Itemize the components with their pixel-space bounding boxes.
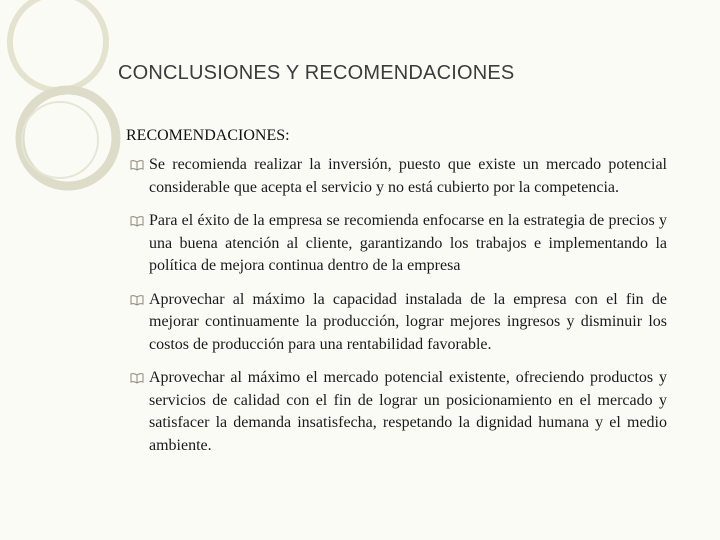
recommendation-text: Se recomienda realizar la inversión, puesto que existe un mercado potencial considerable que acepta el servicio y no está cubierto por la competencia.	[149, 156, 667, 196]
open-book-bullet-icon	[130, 371, 144, 385]
recommendation-text: Para el éxito de la empresa se recomienda enfocarse en la estrategia de precios y una buena atención al cliente, garantizando los trabajos e implementando la política de mejora continua dentro de la empresa	[149, 212, 667, 274]
open-book-bullet-icon	[130, 293, 144, 307]
recommendation-text: Aprovechar al máximo el mercado potencial existente, ofreciendo productos y servicios de calidad con el fin de lograr un posicionamiento en el mercado y satisfacer la demanda insatisfecha, respetando la dignidad humana y el medio ambiente.	[149, 369, 667, 454]
recommendation-list	[130, 154, 667, 468]
recommendation-item	[130, 289, 667, 357]
open-book-bullet-icon	[130, 158, 144, 172]
section-subtitle: RECOMENDACIONES:	[126, 127, 290, 144]
recommendation-text: Aprovechar al máximo la capacidad instalada de la empresa con el fin de mejorar continuamente la producción, lograr mejores ingresos y disminuir los costos de producción para una rentabilidad favorable.	[149, 290, 667, 353]
recommendation-item	[130, 210, 667, 278]
slide-title: CONCLUSIONES Y RECOMENDACIONES	[118, 62, 515, 84]
recommendation-item	[130, 367, 667, 457]
open-book-bullet-icon	[130, 214, 144, 228]
recommendation-item	[130, 154, 667, 199]
